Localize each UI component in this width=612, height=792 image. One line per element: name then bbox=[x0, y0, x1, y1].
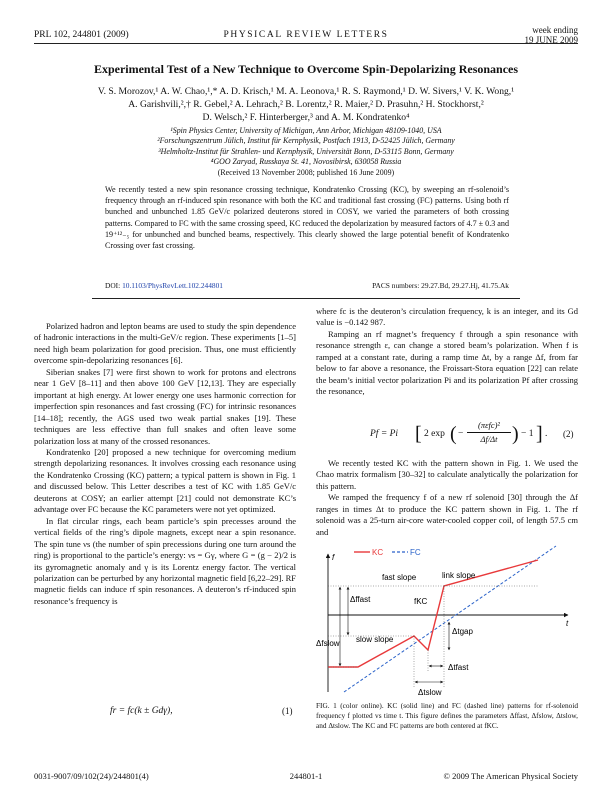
equation-2-period: . bbox=[545, 429, 548, 439]
delta-f-fast-label: Δffast bbox=[350, 595, 371, 604]
equation-2-paren-open: ( bbox=[450, 423, 457, 445]
kc-pattern-line bbox=[328, 560, 538, 667]
equation-2-brace-close: ] bbox=[536, 423, 543, 445]
abstract: We recently tested a new spin resonance crossing technique, Kondratenko Crossing (KC), by sweeping an rf-solenoid’s frequency through an rf-induced spin resonance with both the KC and traditional fast crossing (FC) patterns. Using both rf bunched and unbunched 1.85 GeV/c polarized deuterons stored in COSY, we varied the parameters of both crossing patterns. Compared to FC with the same crossing speed, KC reduced the depolarization by measured factors of 4.7 ± 0.3 and 19⁺¹²₋₅ for unbunched and bunched beams, respectively. This clearly showed the large potential benefit of Kondratenko Crossing over fast crossing. bbox=[105, 185, 509, 251]
affiliation: ³Helmholtz-Institut für Strahlen- und Kernphysik, Universität Bonn, D-53115 Bonn, Germany bbox=[158, 146, 454, 156]
affiliation: ¹Spin Physics Center, University of Michigan, Ann Arbor, Michigan 48109-1040, USA bbox=[170, 126, 442, 135]
equation-2-minus: − bbox=[458, 429, 464, 439]
equation-2-paren-close: ) bbox=[512, 423, 519, 445]
equation-2-fraction-bar bbox=[467, 432, 511, 433]
pacs-numbers: PACS numbers: 29.27.Bd, 29.27.Hj, 41.75.Ak bbox=[372, 281, 509, 290]
paragraph: Siberian snakes [7] were first shown to work for protons and electrons near 1 GeV [8–11] and then above 100 GeV [12,13]. They are especially important at high energy. At lower energy one uses harmonic correction for imperfection spin resonances and fast crossing (FC) for intrinsic resonances [14–18]; recently, the AGS used two weak partial snakes [19]. These techniques are less effective than full snakes and often leave some polarization loss at many of the crossed resonances. bbox=[34, 366, 296, 446]
paragraph: In flat circular rings, each beam particle’s spin precesses around the vertical fields of the ring’s dipole magnets, except near a spin resonance. The spin tune νs (the number of spin precessions during one turn around the ring) is proportional to the particle’s energy: νs = Gγ, where G = (g − 2)/2 is its gyromagnetic anomaly and γ is its Lorentz energy factor. The vertical polarization can be perturbed by any horizontal magnetic field [6,22–29]. RF magnetic fields can induce rf spin resonances. A deuteron’s rf-induced spin resonance’s frequency is bbox=[34, 515, 297, 606]
journal-reference: PRL 102, 244801 (2009) bbox=[34, 30, 129, 40]
equation-2-two-exp: 2 exp bbox=[424, 429, 445, 439]
footer-issn: 0031-9007/09/102(24)/244801(4) bbox=[34, 771, 149, 781]
delta-t-slow-label: Δtslow bbox=[418, 688, 442, 697]
delta-t-gap-label: Δtgap bbox=[452, 627, 473, 636]
f-axis-label: f bbox=[332, 553, 335, 562]
received-date: (Received 13 November 2008; published 16 June 2009) bbox=[217, 167, 395, 177]
author-list bbox=[60, 85, 552, 124]
header-rule bbox=[34, 43, 578, 44]
fast-slope-label: fast slope bbox=[382, 573, 417, 582]
paragraph: Kondratenko [20] proposed a new technique for overcoming medium strength depolarizing resonances. It involves crossing each resonance using the Kondratenko Crossing (KC) pattern; a typical pattern is shown in Fig. 1 and discussed below. This Letter describes a test of KC with 1.85 GeV/c deuterons at COSY; an earlier attempt [21] could not demonstrate KC’s advantage over FC because the KC parameters were not yet optimized. bbox=[34, 446, 296, 515]
equation-1-number: (1) bbox=[282, 706, 293, 716]
abstract-rule bbox=[92, 298, 520, 299]
right-column-bottom bbox=[316, 458, 578, 538]
equation-2-number: (2) bbox=[563, 429, 574, 439]
journal-name: PHYSICAL REVIEW LETTERS bbox=[223, 30, 389, 40]
equation-2-numerator: (πεfc)² bbox=[478, 420, 500, 430]
link-slope-label: link slope bbox=[442, 571, 476, 580]
paragraph: Polarized hadron and lepton beams are used to study the spin dependence of hadronic interactions in the multi-GeV/c region. These experiments [1–5] need high beam polarization for good precision. Thus, one must efficiently overcome spin-depolarizing resonances [6]. bbox=[34, 321, 296, 366]
author-line: D. Welsch,² F. Hinterberger,³ and A. M. Kondratenko⁴ bbox=[202, 112, 410, 123]
footer-page-number: 244801-1 bbox=[289, 771, 323, 781]
affiliation-list bbox=[60, 126, 552, 178]
doi-link[interactable]: 10.1103/PhysRevLett.102.244801 bbox=[122, 281, 223, 290]
author-line: A. Garishvili,²,† R. Gebel,² A. Lehrach,² B. Lorentz,² R. Maier,² D. Prasuhn,² H. Stockhorst,² bbox=[128, 99, 484, 110]
paper-title: Experimental Test of a New Technique to Overcome Spin-Depolarizing Resonances bbox=[93, 62, 519, 76]
doi-label: DOI: bbox=[105, 281, 121, 290]
equation-2-lhs: Pf = Pi bbox=[370, 429, 399, 439]
paragraph: where fc is the deuteron’s circulation frequency, k is an integer, and its Gd value is −0.142 987. bbox=[316, 306, 578, 328]
author-line: V. S. Morozov,¹ A. W. Chao,¹,* A. D. Krisch,¹ M. A. Leonova,¹ R. S. Raymond,¹ D. W. Sivers,¹ V. K. Wong,¹ bbox=[97, 86, 515, 97]
affiliation: ⁴GOO Zaryad, Russkaya St. 41, Novosibirsk, 630058 Russia bbox=[210, 157, 402, 167]
f-kc-label: fKC bbox=[414, 597, 428, 606]
figure-1-caption: FIG. 1 (color online). KC (solid line) and FC (dashed line) patterns for rf-solenoid frequency f plotted vs time t. This figure defines the parameters Δffast, Δfslow, Δtslow, and Δtslow. The KC and FC patterns are both centered at fKC. bbox=[316, 701, 578, 730]
week-ending-date: 19 JUNE 2009 bbox=[524, 35, 578, 46]
equation-2-denominator: Δf/Δt bbox=[480, 434, 498, 444]
slow-slope-label: slow slope bbox=[356, 635, 394, 644]
doi-line bbox=[105, 281, 223, 290]
legend-fc-label: FC bbox=[410, 548, 421, 557]
equation-2-minus-one: − 1 bbox=[521, 429, 534, 439]
t-axis-label: t bbox=[566, 619, 569, 628]
right-column-top bbox=[316, 306, 578, 398]
equation-2-brace-open: [ bbox=[415, 423, 422, 445]
left-column bbox=[34, 321, 296, 607]
paragraph: We ramped the frequency f of a new rf solenoid [30] through the Δf ranges in times Δt to produce the KC pattern shown in Fig. 1. The rf solenoid was a 25-turn air-core water-cooled copper coil, of length 57.5 cm and bbox=[316, 492, 578, 537]
delta-t-fast-label: Δtfast bbox=[448, 663, 469, 672]
footer-copyright: © 2009 The American Physical Society bbox=[443, 771, 578, 781]
delta-f-slow-label: Δfslow bbox=[316, 639, 340, 648]
equation-1: fr = fc(k ± Gdγ), bbox=[110, 706, 173, 716]
affiliation: ²Forschungszentrum Jülich, Institut für Kernphysik, Postfach 1913, D-52425 Jülich, Germany bbox=[157, 136, 455, 146]
paragraph: We recently tested KC with the pattern shown in Fig. 1. We used the Chao matrix formalism [30–32] to calculate analytically the polarization for this pattern. bbox=[316, 458, 578, 491]
week-ending-label: week ending bbox=[532, 25, 578, 35]
equation-2 bbox=[370, 420, 570, 454]
figure-1 bbox=[316, 542, 578, 698]
paragraph: Ramping an rf magnet’s frequency f through a spin resonance with resonance strength ε, can change a stored beam’s polarization. When f is ramped at a constant rate, during a ramp time Δt, by a range Δf, from far below to far above a resonance, the Froissart-Stora equation [22] can relate the beam’s initial vector polarization Pi and its polarization Pf after crossing the resonance, bbox=[316, 328, 578, 397]
legend-kc-label: KC bbox=[372, 548, 384, 557]
